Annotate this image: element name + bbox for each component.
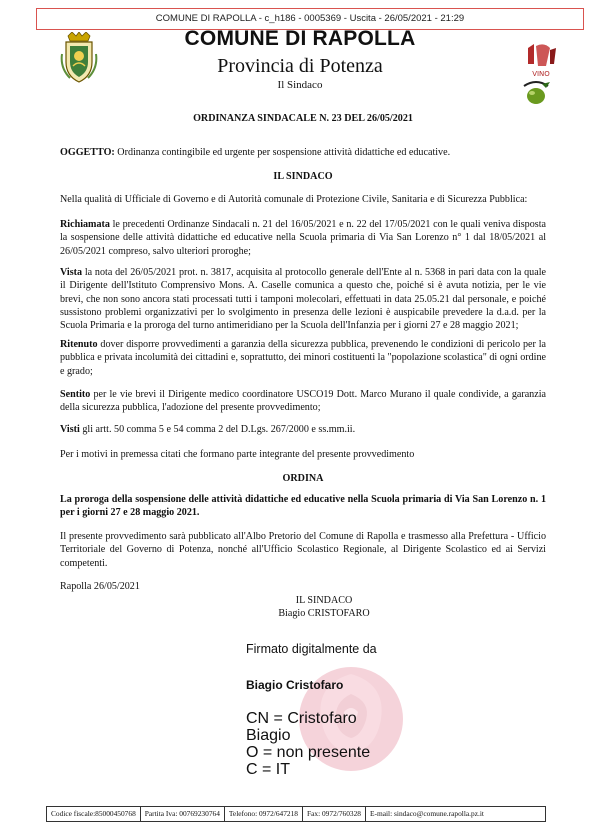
sentito-text: per le vie brevi il Dirigente medico coordinatore USCO19 Dott. Marco Murano il quale condivide, a garanzia della sicurezza pubblica, l'adozione del presente provvedimento; xyxy=(60,389,546,414)
place-date: Rapolla 26/05/2021 xyxy=(60,581,140,592)
closing-name: Biagio CRISTOFARO xyxy=(278,608,370,620)
oggetto-paragraph xyxy=(60,146,546,159)
il-sindaco-heading: IL SINDACO xyxy=(273,171,333,182)
footer-fax: Fax: 0972/760328 xyxy=(303,807,366,821)
richiamata-paragraph xyxy=(60,218,546,258)
office-label: Il Sindaco xyxy=(277,79,323,91)
ritenuto-text: dover disporre provvedimenti a garanzia della sicurezza pubblica, prevenendo le condizioni di pericolo per la pubblica e privata incolumità dei cittadini e, soprattutto, dei minori costituenti la "popolazione scolastica" di ogni ordine e grado; xyxy=(60,339,546,377)
signer-name: Biagio Cristofaro xyxy=(246,678,344,692)
visti-paragraph xyxy=(60,423,546,436)
oggetto-label: OGGETTO: xyxy=(60,147,115,158)
province-subtitle: Provincia di Potenza xyxy=(217,55,383,77)
closing-block xyxy=(264,594,384,621)
richiamata-label: Richiamata xyxy=(60,219,110,230)
signature-c: C = IT xyxy=(246,761,291,778)
footer-email[interactable]: E-mail: sindaco@comune.rapolla.pz.it xyxy=(370,809,484,818)
ordina-text: La proroga della sospensione delle attività didattiche ed educative nella Scuola primaria di Via San Lorenzo n. 1 per i giorni 27 e 28 maggio 2021. xyxy=(60,494,546,519)
footer-partita-iva: Partita Iva: 00769230764 xyxy=(141,807,225,821)
ritenuto-label: Ritenuto xyxy=(60,339,98,350)
signature-o: O = non presente xyxy=(246,744,371,761)
footer-codice-fiscale: Codice fiscale:85000450768 xyxy=(47,807,141,821)
ordina-heading: ORDINA xyxy=(282,473,324,484)
oggetto-text: Ordinanza contingibile ed urgente per sospensione attività didattiche ed educative. xyxy=(114,147,451,158)
closing-role: IL SINDACO xyxy=(295,595,353,606)
motivi-paragraph: Per i motivi in premessa citati che formano parte integrante del presente provvedimento xyxy=(60,449,415,460)
footer-bar xyxy=(46,806,546,822)
visti-text: gli artt. 50 comma 5 e 54 comma 2 del D.Lgs. 267/2000 e ss.mm.ii. xyxy=(79,424,356,435)
signature-cn-cont: Biagio xyxy=(246,727,291,744)
ordinance-title: ORDINANZA SINDACALE N. 23 DEL 26/05/2021 xyxy=(193,113,413,124)
protocol-stamp: COMUNE DI RAPOLLA - c_h186 - 0005369 - Uscita - 26/05/2021 - 21:29 xyxy=(36,8,584,30)
digital-signature-block xyxy=(246,640,506,790)
vista-paragraph xyxy=(60,266,546,332)
ritenuto-paragraph xyxy=(60,338,546,378)
sentito-label: Sentito xyxy=(60,389,91,400)
vista-label: Vista xyxy=(60,267,83,278)
footer-telefono: Telefono: 0972/647218 xyxy=(225,807,303,821)
qualita-paragraph: Nella qualità di Ufficiale di Governo e di Autorità comunale di Protezione Civile, Sanitaria e di Sicurezza Pubblica: xyxy=(60,194,528,205)
richiamata-text: le precedenti Ordinanze Sindacali n. 21 del 16/05/2021 e n. 22 del 17/05/2021 con le quali veniva disposta la sospensione delle attività didattiche ed educative nella Scuola primaria di Via San Lorenzo n° 1 dal 18/05/2021 al 26/05/2021 compreso, salvo ulteriori proroghe; xyxy=(60,219,546,257)
vino-logo-text: VINO xyxy=(532,70,550,78)
municipality-title: COMUNE DI RAPOLLA xyxy=(184,27,416,50)
vista-text: la nota del 26/05/2021 prot. n. 3817, acquisita al protocollo generale dell'Ente al n. 5368 in pari data con la quale il Dirigente dell'Istituto Comprensivo Mons. A. Caselle comunica a questo che, poiché si è avuta notizia, per le vie brevi, che non sono ancora stati processati tutti i tamponi molecolari, effettuati in data 25.05.21 dal personale, e poiché sussistono problemi organizzativi per lo svolgimento in presenza delle lezioni è auspicabile prevedere la d.a.d. per la Scuola Primaria e la proroga del turno antimeridiano per la Scuola dell'Infanzia per i giorni 27 e 28 maggio 2021; xyxy=(60,267,546,332)
visti-label: Visti xyxy=(60,424,80,435)
pubblicazione-paragraph: Il presente provvedimento sarà pubblicato all'Albo Pretorio del Comune di Rapolla e trasmesso alla Prefettura - Ufficio Territoriale del Governo di Potenza, nonché all'Ufficio Scolastico Regionale, al Dirigente Scolastico ed ai Servizi competenti. xyxy=(60,531,546,569)
signature-cn: CN = Cristofaro xyxy=(246,710,357,727)
sentito-paragraph xyxy=(60,388,546,415)
signed-by-label: Firmato digitalmente da xyxy=(246,642,377,656)
